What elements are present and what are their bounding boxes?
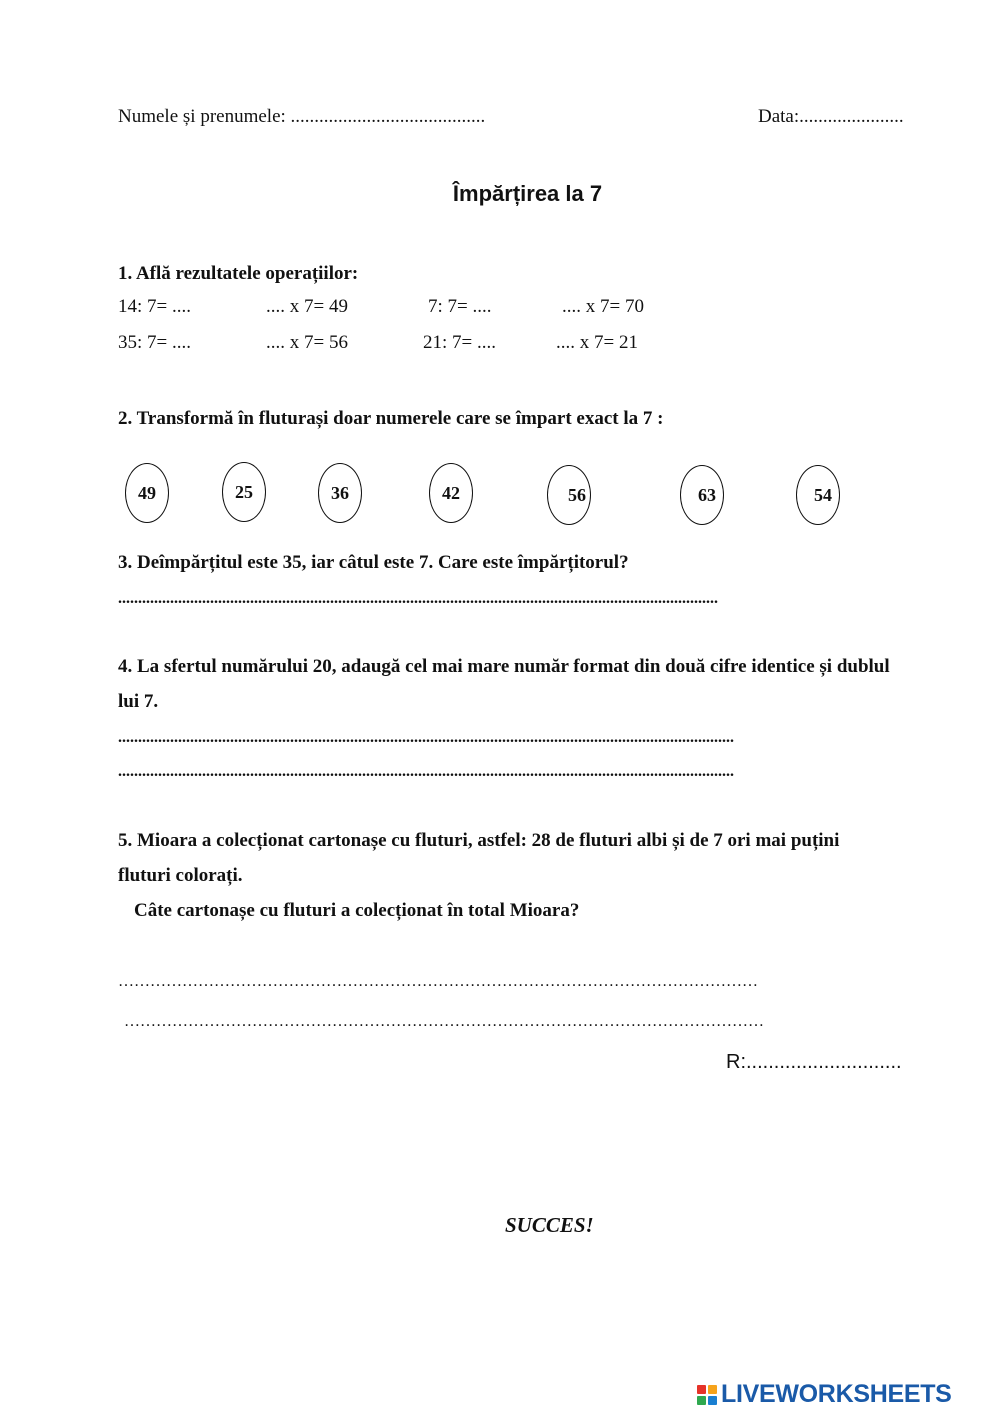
- ex1-op: 21: 7= ....: [423, 332, 496, 353]
- exercise-2-heading: 2. Transformă în fluturași doar numerele care se împart exact la 7 :: [118, 408, 664, 429]
- exercise-5-text: fluturi colorați.: [118, 865, 243, 886]
- number-oval[interactable]: 25: [222, 462, 266, 522]
- number-oval[interactable]: 63: [680, 465, 724, 525]
- number-oval[interactable]: 36: [318, 463, 362, 523]
- success-text: SUCCES!: [505, 1213, 594, 1237]
- number-oval[interactable]: 54: [796, 465, 840, 525]
- logo-squares-icon: [697, 1385, 717, 1405]
- ex1-op: .... x 7= 70: [562, 296, 644, 317]
- ex1-op: 7: 7= ....: [428, 296, 492, 317]
- number-oval[interactable]: 56: [547, 465, 591, 525]
- answer-line[interactable]: ..........................................................................................................................................................: [118, 729, 734, 746]
- ex1-op: .... x 7= 21: [556, 332, 638, 353]
- answer-line[interactable]: …………………………………………………………………………………………………………: [118, 973, 758, 990]
- exercise-1-heading: 1. Află rezultatele operațiilor:: [118, 263, 359, 284]
- answer-line[interactable]: ......................................................................................................................................................: [118, 590, 718, 607]
- ex1-op: 14: 7= ....: [118, 296, 191, 317]
- date-field-label: Data:......................: [758, 106, 904, 127]
- number-oval[interactable]: 49: [125, 463, 169, 523]
- exercise-4-text: lui 7.: [118, 691, 159, 712]
- ex1-op: .... x 7= 49: [266, 296, 348, 317]
- name-field-label: Numele și prenumele: .........................................: [118, 106, 486, 127]
- exercise-3-heading: 3. Deîmpărțitul este 35, iar câtul este 7. Care este împărțitorul?: [118, 552, 629, 573]
- exercise-4-text: 4. La sfertul numărului 20, adaugă cel mai mare număr format din două cifre identice și dublul: [118, 656, 890, 677]
- answer-line[interactable]: ..........................................................................................................................................................: [118, 763, 734, 780]
- ex1-op: .... x 7= 56: [266, 332, 348, 353]
- exercise-5-text: 5. Mioara a colecționat cartonașe cu fluturi, astfel: 28 de fluturi albi și de 7 ori mai puțini: [118, 830, 840, 851]
- result-line[interactable]: R:............................: [726, 1051, 902, 1073]
- ex1-op: 35: 7= ....: [118, 332, 191, 353]
- worksheet-title: Împărțirea la 7: [452, 181, 603, 206]
- brand-name: LIVEWORKSHEETS: [721, 1380, 952, 1408]
- exercise-5-question: Câte cartonașe cu fluturi a colecționat în total Mioara?: [134, 900, 580, 921]
- number-oval[interactable]: 42: [429, 463, 473, 523]
- answer-line[interactable]: …………………………………………………………………………………………………………: [124, 1013, 764, 1030]
- liveworksheets-logo: [697, 1380, 952, 1409]
